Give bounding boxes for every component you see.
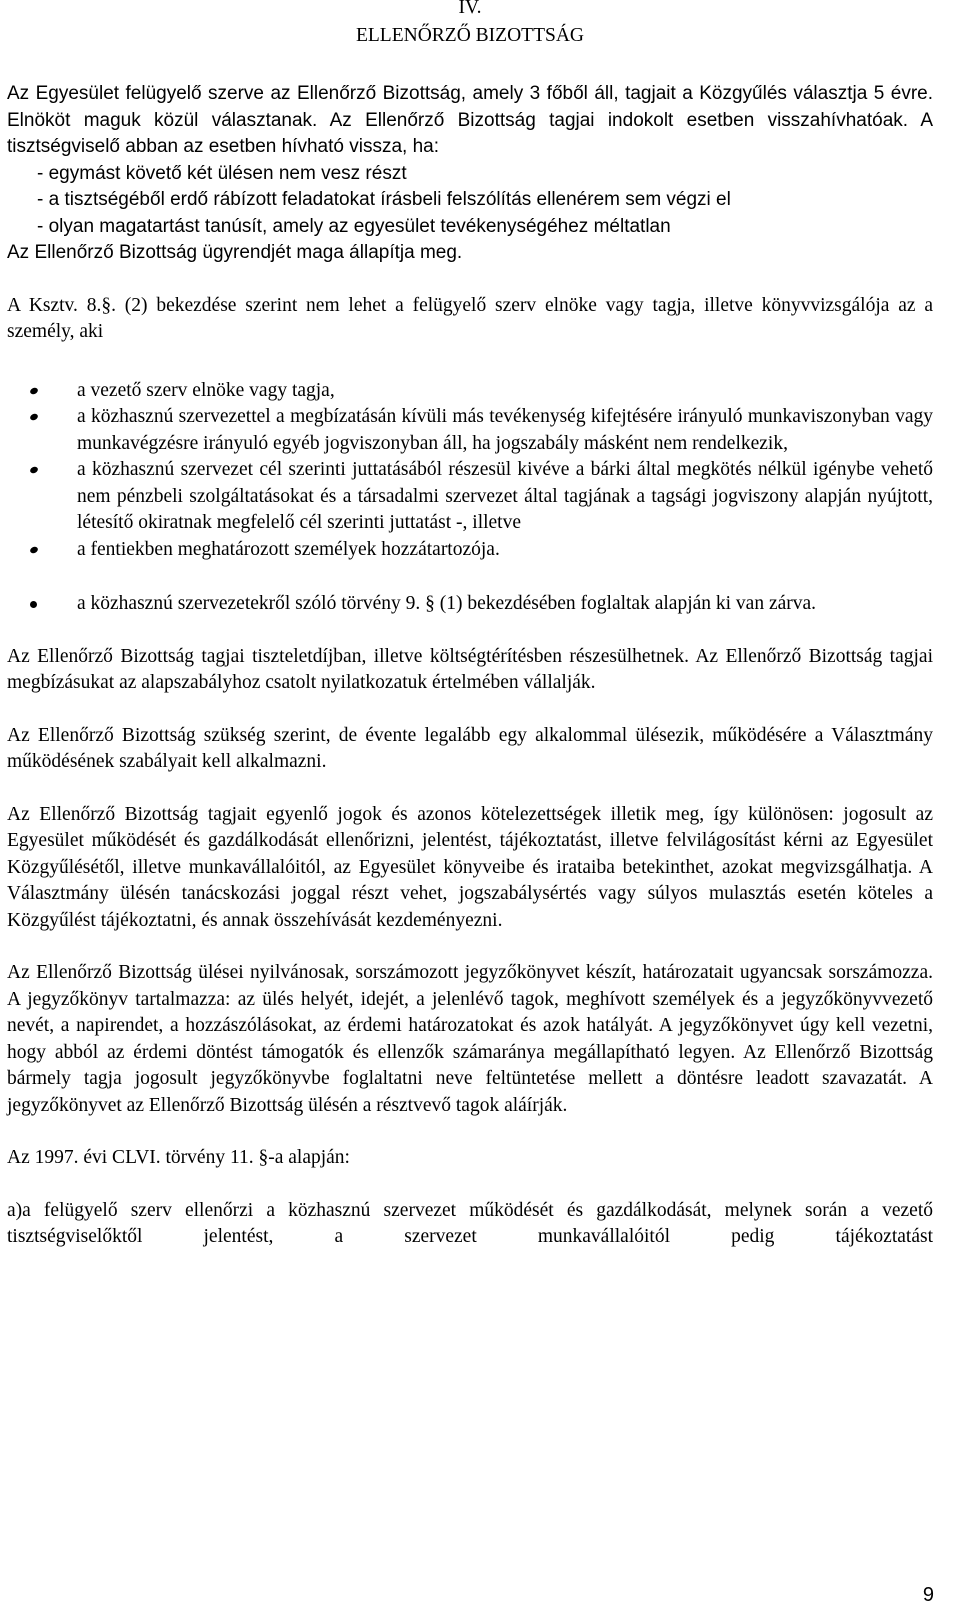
- list-item-text: a közhasznú szervezet cél szerinti juttatásából részesül kivéve a bárki által megkötés nélkül igénybe vehető nem pénzbeli szolgáltatásokat és a társadalmi szervezet által tagjának a tagsági jogviszony alapján nyújtott, létesítő okiratnak megfelelő cél szerinti juttatást -, illetve: [77, 459, 933, 533]
- section-number: IV.: [458, 0, 482, 18]
- paragraph-minutes: Az Ellenőrző Bizottság ülései nyilvánosak, sorszámozott jegyzőkönyvet készít, határozatait ugyancsak sorszámozza. A jegyzőkönyv tartalmazza: az ülés helyét, idejét, a jelenlévő tagok, meghívott személyek és a jegyzőkönyvvezető nevét, a napirendet, a hozzászólásokat, az érdemi határozatokat és azok hatályát. A jegyzőkönyvet úgy kell vezetni, hogy abból az érdemi döntést támogatók és ellenzők számaránya megállapítható legyen. Az Ellenőrző Bizottság bármely tagja jogosult jegyzőkönyvbe foglaltatni neve feltüntetése mellett a döntésre leadott szavazatát. A jegyzőkönyvet az Ellenőrző Bizottság ülésén a résztvevő tagok aláírják.: [7, 962, 933, 1116]
- bullet-dot-icon: [29, 545, 39, 554]
- ksztv-bullet-list: [7, 378, 933, 564]
- dash-item: - a tisztségéből erdő rábízott feladatokat írásbeli felszólítás ellenérem sem végzi el: [37, 189, 731, 210]
- list-item: [7, 537, 933, 564]
- list-item-text: a közhasznú szervezetekről szóló törvény 9. § (1) bekezdésében foglaltak alapján ki van zárva.: [77, 593, 817, 614]
- intro-text-sans: Az Egyesület felügyelő szerve az Ellenőrző Bizottság, amely 3 főből áll, tagjait a Közgyűlés választja 5 évre. Elnököt maguk közül választanak. Az Ellenőrző Bizottság tagjai indokolt esetben visszahívhatóak.: [7, 83, 933, 131]
- list-item-text: a fentiekben meghatározott személyek hozzátartozója.: [77, 538, 500, 560]
- bullet-dot-icon: [30, 601, 37, 608]
- dash-item: - olyan magatartást tanúsít, amely az egyesület tevékenységéhez méltatlan: [37, 215, 671, 237]
- bullet-dot-icon: [29, 413, 39, 422]
- document-page: [7, 0, 933, 1251]
- paragraph-fees: Az Ellenőrző Bizottság tagjai tiszteletdíjban, illetve költségtérítésben részesülhetnek. Az Ellenőrző Bizottság tagjai megbízásukat az alapszabályhoz csatolt nyilatkozatuk értelmében vállalják.: [7, 645, 933, 693]
- bullet-dot-icon: [29, 466, 39, 475]
- dash-item: - egymást követő két ülésen nem vesz részt: [37, 162, 407, 184]
- ksztv-intro: A Ksztv. 8.§. (2) bekezdése szerint nem lehet a felügyelő szerv elnöke vagy tagja, illetve könyvvizsgálója az a személy, aki: [7, 294, 933, 342]
- ksztv-last-bullet-list: [7, 591, 933, 618]
- bullet-dot-icon: [29, 386, 39, 395]
- section-title: ELLENŐRZŐ BIZOTTSÁG: [355, 25, 584, 46]
- list-item: [7, 378, 933, 405]
- list-item: [7, 457, 933, 537]
- rules-line: Az Ellenőrző Bizottság ügyrendjét maga állapítja meg.: [7, 242, 463, 263]
- page-number: 9: [922, 1583, 934, 1606]
- list-item: [7, 591, 933, 618]
- paragraph-meetings: Az Ellenőrző Bizottság szükség szerint, de évente legalább egy alkalommal ülésezik, működésére a Választmány működésének szabályait kell alkalmazni.: [7, 724, 933, 772]
- law-item-a: a)a felügyelő szerv ellenőrzi a közhasznú szervezet működését és gazdálkodását, melynek során a vezető tisztségviselőktől jelentést, a szervezet munkavállalóitól pedig tájékoztatást: [7, 1199, 933, 1247]
- law-reference: Az 1997. évi CLVI. törvény 11. §-a alapján:: [7, 1147, 350, 1168]
- intro-text-continuation: A tisztségviselő abban az esetben hívható vissza, ha:: [7, 109, 933, 157]
- list-item-text: a vezető szerv elnöke vagy tagja,: [77, 379, 335, 401]
- list-item: [7, 404, 933, 457]
- list-item-text: a közhasznú szervezettel a megbízatásán kívüli más tevékenység kifejtésére irányuló munkaviszonyban vagy munkavégzésre irányuló egyéb jogviszonyban áll, ha jogszabály másként nem rendelkezik,: [77, 406, 933, 454]
- intro-paragraph: [7, 81, 933, 161]
- paragraph-rights: Az Ellenőrző Bizottság tagjait egyenlő jogok és azonos kötelezettségek illetik meg, így különösen: jogosult az Egyesület működését és gazdálkodását ellenőrizni, jelentést, tájékoztatást, illetve felvilágosítást kérni az Egyesület Közgyűlésétől, illetve munkavállalóitól, az Egyesület könyveibe és irataiba betekinthet, azokat megvizsgálhatja. A Választmány ülésén tanácskozási joggal részt vehet, jogszabálysértés vagy súlyos mulasztás esetén köteles a Közgyűlést tájékoztatni, és annak összehívását kezdeményezni.: [7, 803, 933, 931]
